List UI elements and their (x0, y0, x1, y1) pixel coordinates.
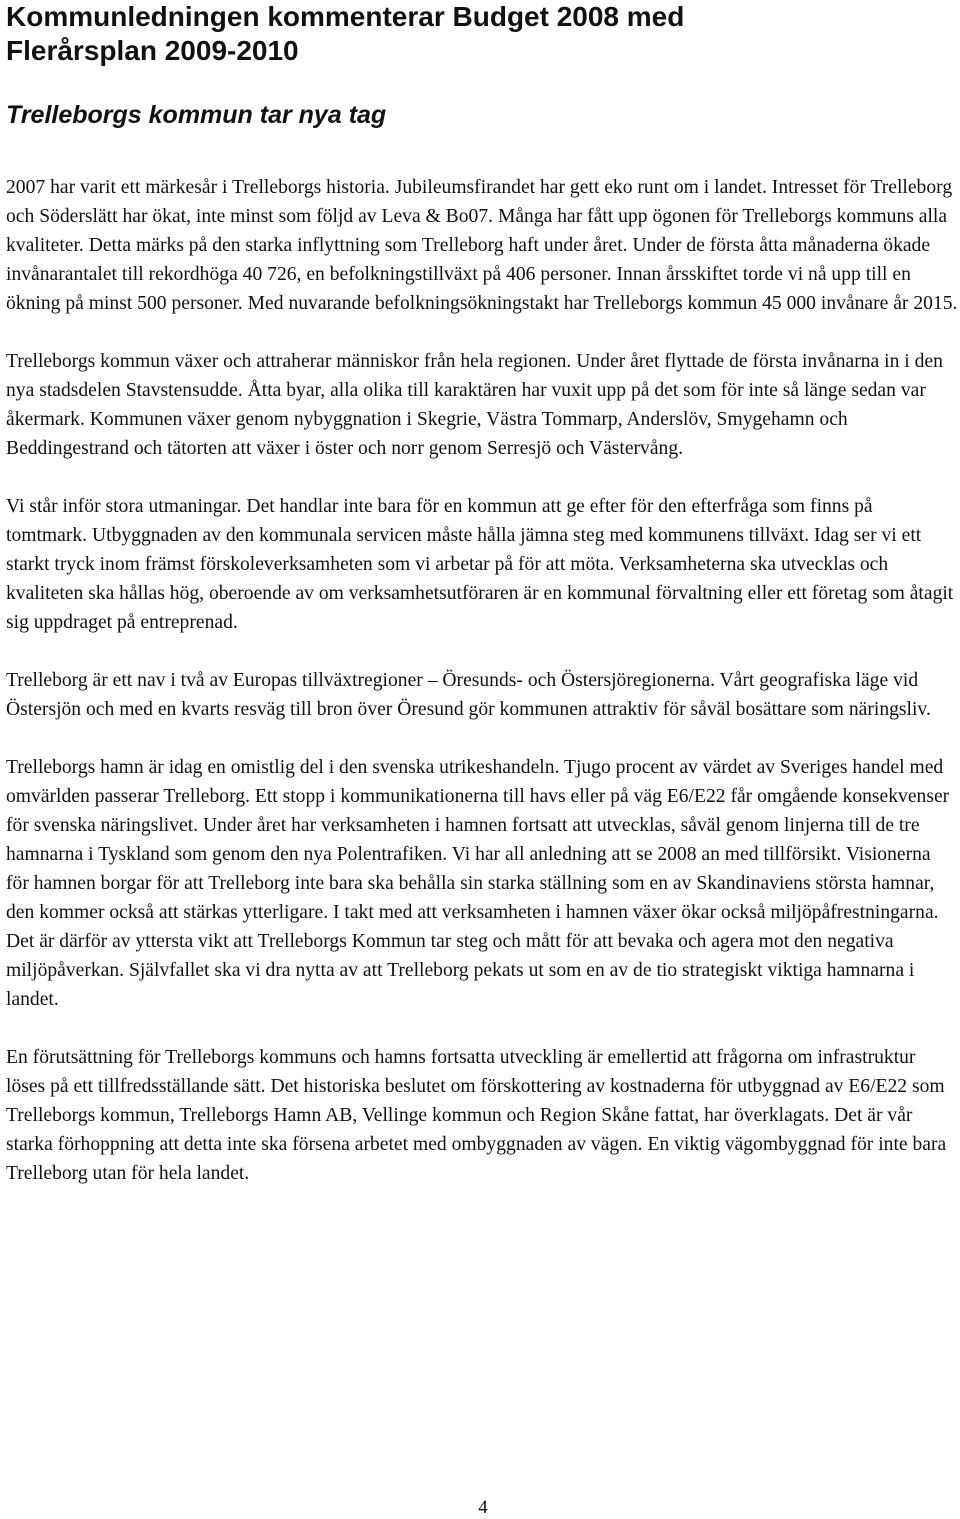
paragraph-6: En förutsättning för Trelleborgs kommuns och hamns fortsatta utveckling är emellertid att frågorna om infrastruktur löses på ett tillfredsställande sätt. Det historiska beslutet om förskottering av kostnaderna för utbyggnad av E6/E22 som Trelleborgs kommun, Trelleborgs Hamn AB, Vellinge kommun och Region Skåne fattat, har överklagats. Det är vår starka förhoppning att detta inte ska försena arbetet med ombyggnaden av vägen. En viktig vägombyggnad för inte bara Trelleborg utan för hela landet. (6, 1047, 947, 1184)
title-line-1: Kommunledningen kommenterar Budget 2008 med (6, 1, 685, 32)
document-page (6, 0, 958, 1184)
paragraph-4: Trelleborg är ett nav i två av Europas tillväxtregioner – Öresunds- och Östersjöregionerna. Vårt geografiska läge vid Östersjön och med en kvarts resväg till bron över Öresund gör kommunen attraktiv för såväl bosättare som näringsliv. (6, 670, 931, 720)
paragraph-1: 2007 har varit ett märkesår i Trelleborgs historia. Jubileumsfirandet har gett eko runt om i landet. Intresset för Trelleborg och Söderslätt har ökat, inte minst som följd av Leva & Bo07. Många har fått upp ögonen för Trelleborgs kommuns alla kvaliteter. Detta märks på den starka inflyttning som Trelleborg haft under året. Under de första åtta månaderna ökade invånarantalet till rekordhöga 40 726, en befolkningstillväxt på 406 personer. Innan årsskiftet torde vi nå upp till en ökning på minst 500 personer. Med nuvarande befolkningsökningstakt har Trelleborgs kommun 45 000 invånare år 2015. (6, 177, 958, 314)
page-number: 4 (478, 1497, 488, 1518)
paragraph-5: Trelleborgs hamn är idag en omistlig del i den svenska utrikeshandeln. Tjugo procent av värdet av Sveriges handel med omvärlden passerar Trelleborg. Ett stopp i kommunikationerna till havs eller på väg E6/E22 får omgående konsekvenser för svenska näringslivet. Under året har verksamheten i hamnen fortsatt att utvecklas, såväl genom linjerna till de tre hamnarna i Tyskland som genom den nya Polentrafiken. Vi har all anledning att se 2008 an med tillförsikt. Visionerna för hamnen borgar för att Trelleborg inte bara ska behålla sin starka ställning som en av Skandinaviens största hamnar, den kommer också att stärkas ytterligare. I takt med att verksamheten i hamnen växer ökar också miljöpåfrestningarna. Det är därför av yttersta vikt att Trelleborgs Kommun tar steg och mått för att bevaka och agera mot den negativa miljöpåverkan. Självfallet ska vi dra nytta av att Trelleborg pekats ut som en av de tio strategiskt viktiga hamnarna i landet. (6, 757, 950, 1010)
paragraph-3: Vi står inför stora utmaningar. Det handlar inte bara för en kommun att ge efter för den efterfråga som finns på tomtmark. Utbyggnaden av den kommunala servicen måste hålla jämna steg med kommunens tillväxt. Idag ser vi ett starkt tryck inom främst förskoleverksamheten som vi arbetar på för att möta. Verksamheterna ska utvecklas och kvaliteten ska hållas hög, oberoende av om verksamhetsutföraren är en kommunal förvaltning eller ett företag som åtagit sig uppdraget på entreprenad. (6, 496, 954, 633)
body-text (6, 173, 958, 1217)
page-title (6, 0, 956, 68)
title-line-2: Flerårsplan 2009-2010 (6, 35, 299, 66)
page-subtitle: Trelleborgs kommun tar nya tag (6, 101, 387, 129)
paragraph-2: Trelleborgs kommun växer och attraherar människor från hela regionen. Under året flyttade de första invånarna in i den nya stadsdelen Stavstensudde. Åtta byar, alla olika till karaktären har vuxit upp på det som för inte så länge sedan var åkermark. Kommunen växer genom nybyggnation i Skegrie, Västra Tommarp, Anderslöv, Smygehamn och Beddingestrand och tätorten att växer i öster och norr genom Serresjö och Västervång. (6, 351, 943, 459)
